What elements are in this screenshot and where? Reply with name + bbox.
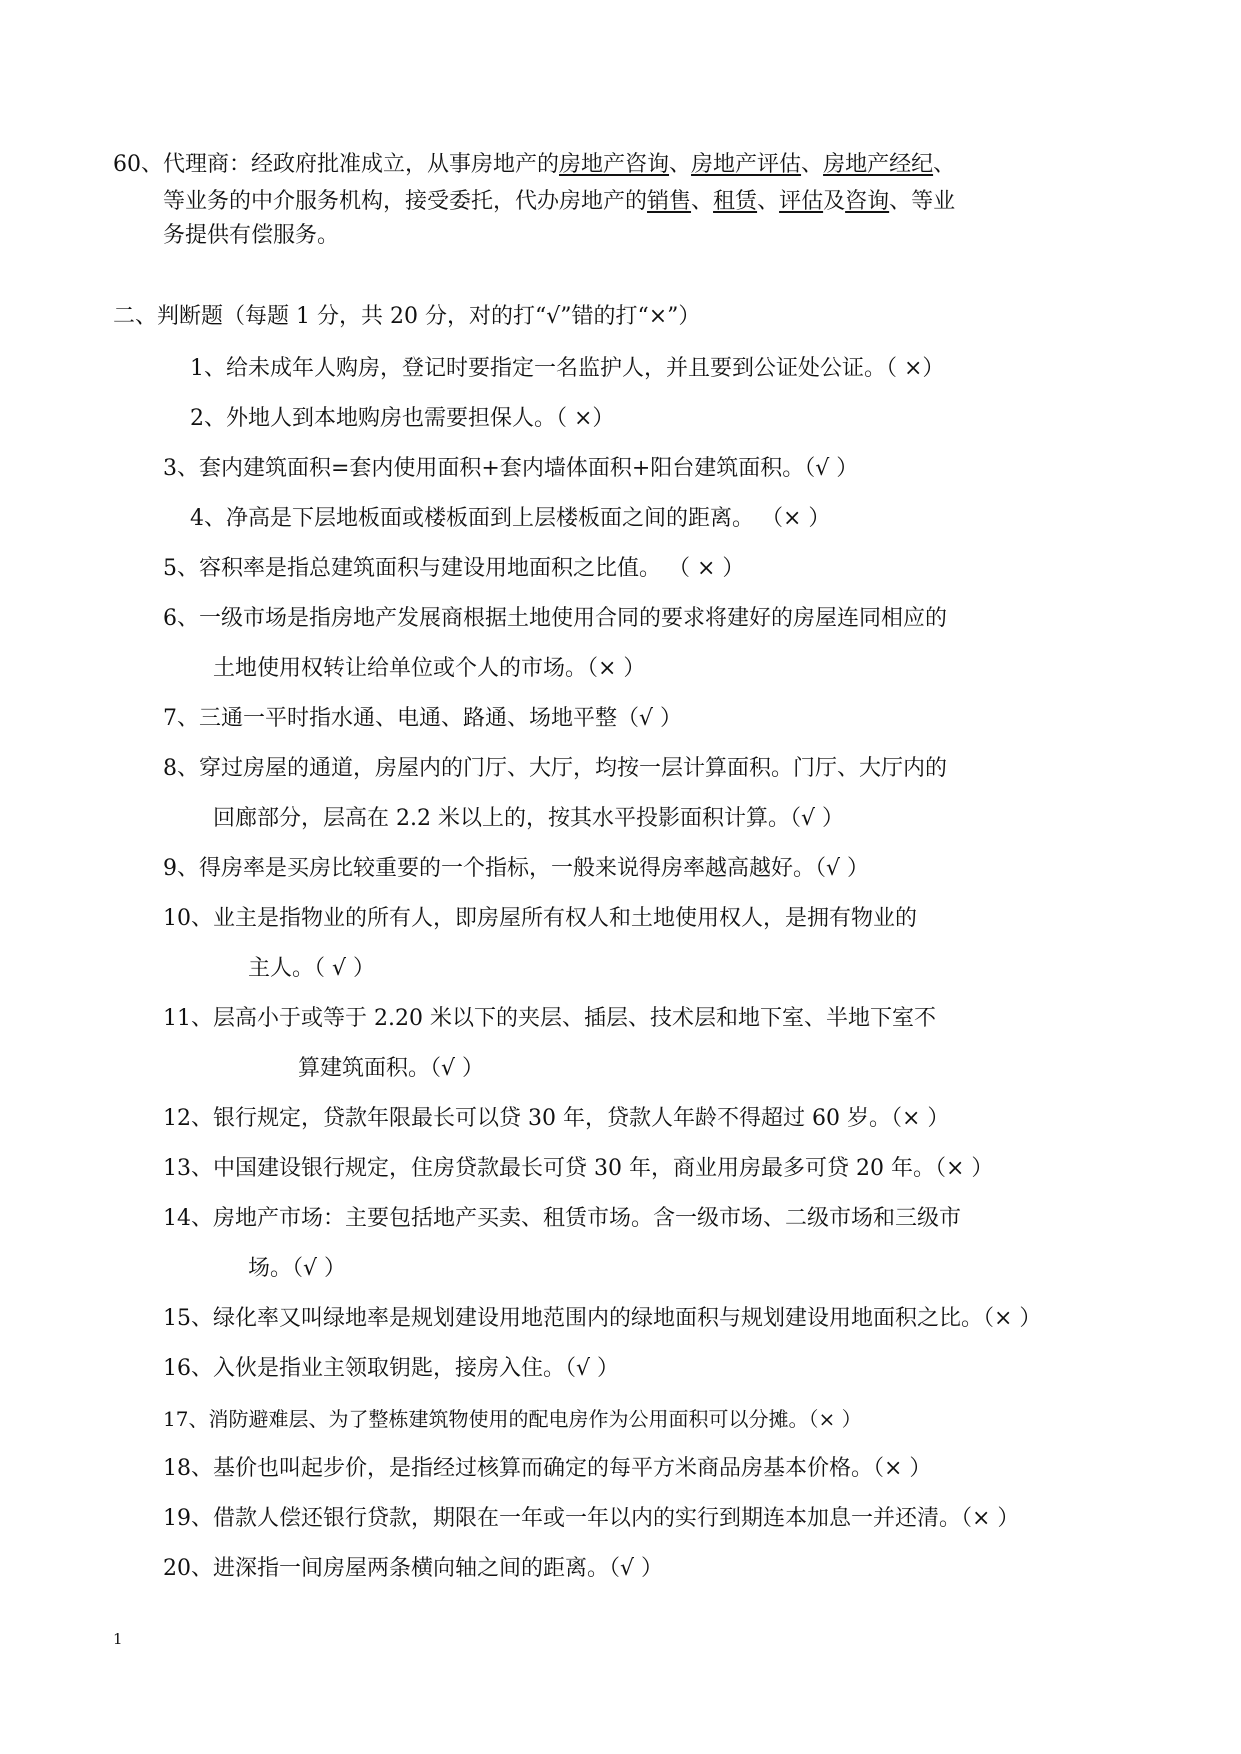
judgment-item: 12、银行规定，贷款年限最长可以贷 30 年，贷款人年龄不得超过 60 岁。（× ）	[163, 1106, 950, 1131]
judgment-item: 11、层高小于或等于 2.20 米以下的夹层、插层、技术层和地下室、半地下室不	[163, 1006, 936, 1031]
judgment-item: 5、容积率是指总建筑面积与建设用地面积之比值。 （ × ）	[163, 556, 745, 581]
judgment-item: 1、给未成年人购房，登记时要指定一名监护人，并且要到公证处公证。（ ×）	[190, 356, 945, 381]
q60-blank-6: 评估	[779, 189, 824, 214]
judgment-item: 10、业主是指物业的所有人，即房屋所有权人和土地使用权人，是拥有物业的	[163, 906, 917, 931]
q60-tail: 、	[933, 152, 956, 177]
q60-tail: 、等业	[889, 189, 956, 214]
page-number: 1	[113, 1630, 123, 1648]
q60-line-3: 务提供有偿服务。	[163, 223, 340, 248]
q60-sep: 、	[801, 152, 824, 177]
judgment-item: 15、绿化率又叫绿地率是规划建设用地范围内的绿地面积与规划建设用地面积之比。（× ）	[163, 1306, 1042, 1331]
section-2-heading: 二、判断题（每题 1 分，共 20 分，对的打“√”错的打“×”）	[113, 304, 701, 329]
q60-sep: 、	[691, 189, 714, 214]
q60-blank-4: 销售	[647, 189, 692, 214]
judgment-item: 8、穿过房屋的通道，房屋内的门厅、大厅，均按一层计算面积。门厅、大厅内的	[163, 756, 947, 781]
q60-line-1	[113, 150, 955, 180]
judgment-item: 18、基价也叫起步价，是指经过核算而确定的每平方米商品房基本价格。（× ）	[163, 1456, 932, 1481]
q60-sep: 、	[757, 189, 780, 214]
q60-sep: 及	[823, 189, 846, 214]
q60-line-1-lead: 60、代理商：经政府批准成立，从事房地产的	[113, 152, 559, 177]
judgment-item: 13、中国建设银行规定，住房贷款最长可贷 30 年，商业用房最多可贷 20 年。（× ）	[163, 1156, 994, 1181]
judgment-item: 20、进深指一间房屋两条横向轴之间的距离。（√ ）	[163, 1556, 664, 1581]
judgment-item: 2、外地人到本地购房也需要担保人。（ ×）	[190, 406, 615, 431]
q60-blank-2: 房地产评估	[691, 152, 802, 177]
q60-blank-7: 咨询	[845, 189, 890, 214]
judgment-item: 6、一级市场是指房地产发展商根据土地使用合同的要求将建好的房屋连同相应的	[163, 606, 947, 631]
q60-blank-3: 房地产经纪	[823, 152, 934, 177]
judgment-item-continuation: 土地使用权转让给单位或个人的市场。（× ）	[213, 656, 646, 681]
judgment-item: 7、三通一平时指水通、电通、路通、场地平整（√ ）	[163, 706, 683, 731]
q60-blank-5: 租赁	[713, 189, 758, 214]
q60-sep: 、	[669, 152, 692, 177]
judgment-item-continuation: 主人。（ √ ）	[248, 956, 376, 981]
judgment-item: 17、消防避难层、为了整栋建筑物使用的配电房作为公用面积可以分摊。（× ）	[163, 1407, 862, 1431]
judgment-item: 4、净高是下层地板面或楼板面到上层楼板面之间的距离。 （× ）	[190, 506, 831, 531]
judgment-item-continuation: 算建筑面积。（√ ）	[298, 1056, 485, 1081]
judgment-item: 14、房地产市场：主要包括地产买卖、租赁市场。含一级市场、二级市场和三级市	[163, 1206, 961, 1231]
judgment-item: 19、借款人偿还银行贷款，期限在一年或一年以内的实行到期连本加息一并还清。（× ）	[163, 1506, 1020, 1531]
judgment-item: 9、得房率是买房比较重要的一个指标，一般来说得房率越高越好。（√ ）	[163, 856, 870, 881]
q60-blank-1: 房地产咨询	[559, 152, 670, 177]
judgment-item: 16、入伙是指业主领取钥匙，接房入住。（√ ）	[163, 1356, 620, 1381]
q60-line-2	[163, 187, 955, 217]
judgment-item-continuation: 回廊部分，层高在 2.2 米以上的，按其水平投影面积计算。（√ ）	[213, 806, 844, 831]
judgment-item: 3、套内建筑面积=套内使用面积+套内墙体面积+阳台建筑面积。（√ ）	[163, 456, 859, 481]
q60-line-2-lead: 等业务的中介服务机构，接受委托，代办房地产的	[163, 189, 648, 214]
judgment-item-continuation: 场。（√ ）	[248, 1256, 347, 1281]
